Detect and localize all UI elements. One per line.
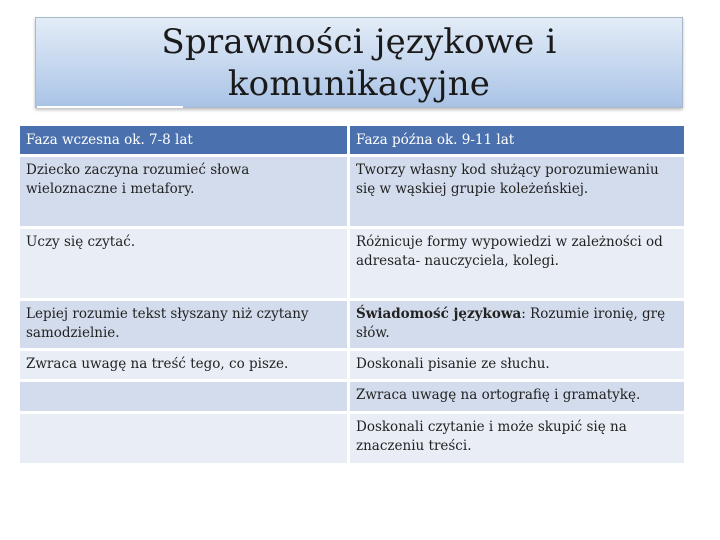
title-accent-line bbox=[37, 106, 183, 108]
cell-early bbox=[20, 382, 350, 414]
cell-late: Zwraca uwagę na ortografię i gramatykę. bbox=[350, 382, 684, 414]
comparison-table bbox=[20, 126, 684, 466]
table-row bbox=[20, 414, 684, 466]
table-row bbox=[20, 382, 684, 414]
cell-late: Doskonali pisanie ze słuchu. bbox=[350, 351, 684, 382]
slide-title-line-2: komunikacyjne bbox=[227, 64, 491, 104]
cell-late: Doskonali czytanie i może skupić się na znaczeniu treści. bbox=[350, 414, 684, 466]
cell-early: Uczy się czytać. bbox=[20, 229, 350, 301]
header-early-phase: Faza wczesna ok. 7-8 lat bbox=[20, 126, 350, 157]
cell-late-emphasis: Świadomość językowa bbox=[356, 306, 522, 322]
slide-title bbox=[35, 21, 683, 105]
cell-early: Lepiej rozumie tekst słyszany niż czytany samodzielnie. bbox=[20, 301, 350, 351]
table-row bbox=[20, 157, 684, 229]
cell-early bbox=[20, 414, 350, 466]
cell-late: Różnicuje formy wypowiedzi w zależności od adresata- nauczyciela, kolegi. bbox=[350, 229, 684, 301]
table-row bbox=[20, 229, 684, 301]
table-row bbox=[20, 351, 684, 382]
header-late-phase: Faza późna ok. 9-11 lat bbox=[350, 126, 684, 157]
slide-title-line-1: Sprawności językowe i bbox=[161, 22, 557, 62]
cell-late-rest: : Rozumie ironię, grę słów. bbox=[356, 306, 666, 341]
table-row bbox=[20, 301, 684, 351]
cell-early: Dziecko zaczyna rozumieć słowa wieloznaczne i metafory. bbox=[20, 157, 350, 229]
cell-late: Tworzy własny kod służący porozumiewaniu się w wąskiej grupie koleżeńskiej. bbox=[350, 157, 684, 229]
cell-late bbox=[350, 301, 684, 351]
cell-early: Zwraca uwagę na treść tego, co pisze. bbox=[20, 351, 350, 382]
table-header-row bbox=[20, 126, 684, 157]
